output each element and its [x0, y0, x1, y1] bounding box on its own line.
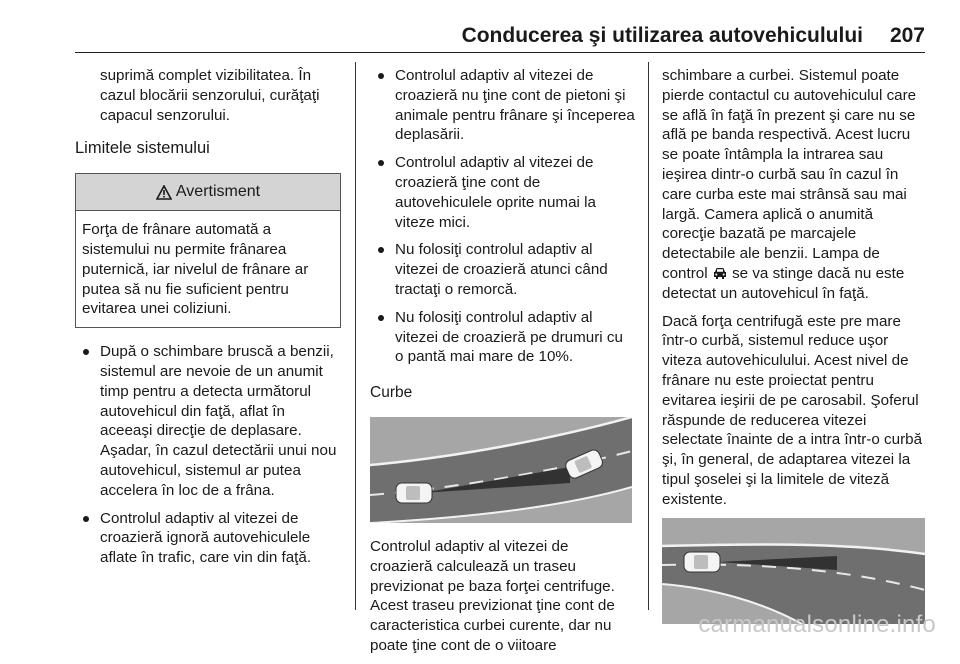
page-header	[75, 22, 925, 53]
paragraph-text: schimbare a curbei. Sistemul poate pierde contactul cu autovehiculul care se află în faţă în prezent şi care nu se află pe banda respectivă. Acest lucru se poate întâmpla la intrarea sau ieşirea dintr-o curbă sau în cazul în care curba este mai strânsă sau mai largă. Camera aplică o anumită corecţie bazată pe marcajele detectabile ale benzii. Lampa de control	[662, 67, 917, 282]
car-icon	[396, 483, 432, 503]
chapter-title: Conducerea şi utilizarea autovehiculului	[461, 24, 863, 47]
column-divider	[355, 62, 356, 610]
warning-title: Avertisment	[175, 183, 261, 201]
column-2	[370, 66, 635, 664]
bullet-list-2	[370, 66, 635, 367]
curves-paragraph-continued	[662, 66, 928, 304]
centrifugal-paragraph: Dacă forţa centrifugă este pre mare într-o curbă, sistemul reduce uşor viteza autovehiculului. Acest nivel de frânare nu este proiectat pentru evitarea ieşirii de pe carosabil. Şoferul răspunde de reducerea vitezei selectate înainte de a intra într-o curbă şi, în general, de adaptarea vitezei la tipul şoselei şi la limitele de viteză existente.	[662, 312, 923, 508]
continued-paragraph: suprimă complet vizibilitatea. În cazul blocării senzorului, curăţaţi capacul senzorului.	[100, 67, 320, 124]
warning-box	[75, 173, 341, 328]
section-heading-limits: Limitele sistemului	[75, 139, 210, 158]
curve-illustration-2	[662, 518, 925, 624]
list-item: Controlul adaptiv al vitezei de croazieră ţine cont de autovehiculele oprite numai la viteze mici.	[370, 153, 635, 232]
paragraph-text: se va stinge dacă nu este detectat un autovehicul în faţă.	[662, 264, 905, 302]
curve-illustration-1	[370, 417, 632, 523]
list-item: Nu folosiţi controlul adaptiv al vitezei de croazieră pe drumuri cu o pantă mai mare de 10%.	[370, 308, 635, 367]
list-item: Controlul adaptiv al vitezei de croazieră ignoră autovehiculele aflate în trafic, care vin din faţă.	[75, 509, 341, 568]
warning-triangle-icon	[156, 185, 172, 200]
warning-header	[76, 174, 340, 211]
list-item: După o schimbare bruscă a benzii, sistemul are nevoie de un anumit timp pentru a detecta următorul autovehicul din faţă, aflat în aceeaşi direcţie de deplasare. Aşadar, în cazul detectării unui nou autovehicul, sistemul ar putea accelera în loc de a frâna.	[75, 342, 341, 500]
list-item: Nu folosiţi controlul adaptiv al vitezei de croazieră atunci când tractaţi o remorcă.	[370, 240, 635, 299]
vehicle-ahead-indicator-icon	[712, 266, 728, 280]
watermark: carmanualsonline.info	[698, 611, 936, 638]
page-number: 207	[889, 24, 925, 47]
curves-paragraph: Controlul adaptiv al vitezei de croazieră calculează un traseu previzionat pe baza forţei centrifuge. Acest traseu previzionat ţine cont de caracteristica curbei curente, dar nu poate ţine cont de o viitoare	[370, 537, 615, 654]
column-divider	[648, 62, 649, 610]
warning-text: Forţa de frânare automată a sistemului nu permite frânarea puternică, iar nivelul de frânare ar putea să nu fie suficient pentru evitarea unei coliziuni.	[82, 221, 309, 318]
column-1	[75, 66, 341, 576]
list-item: Controlul adaptiv al vitezei de croazieră nu ţine cont de pietoni şi animale pentru frânare şi începerea deplasării.	[370, 66, 635, 145]
bullet-list-1	[75, 342, 341, 568]
section-heading-curves: Curbe	[370, 384, 413, 402]
column-3	[662, 66, 928, 638]
car-icon	[684, 552, 720, 572]
